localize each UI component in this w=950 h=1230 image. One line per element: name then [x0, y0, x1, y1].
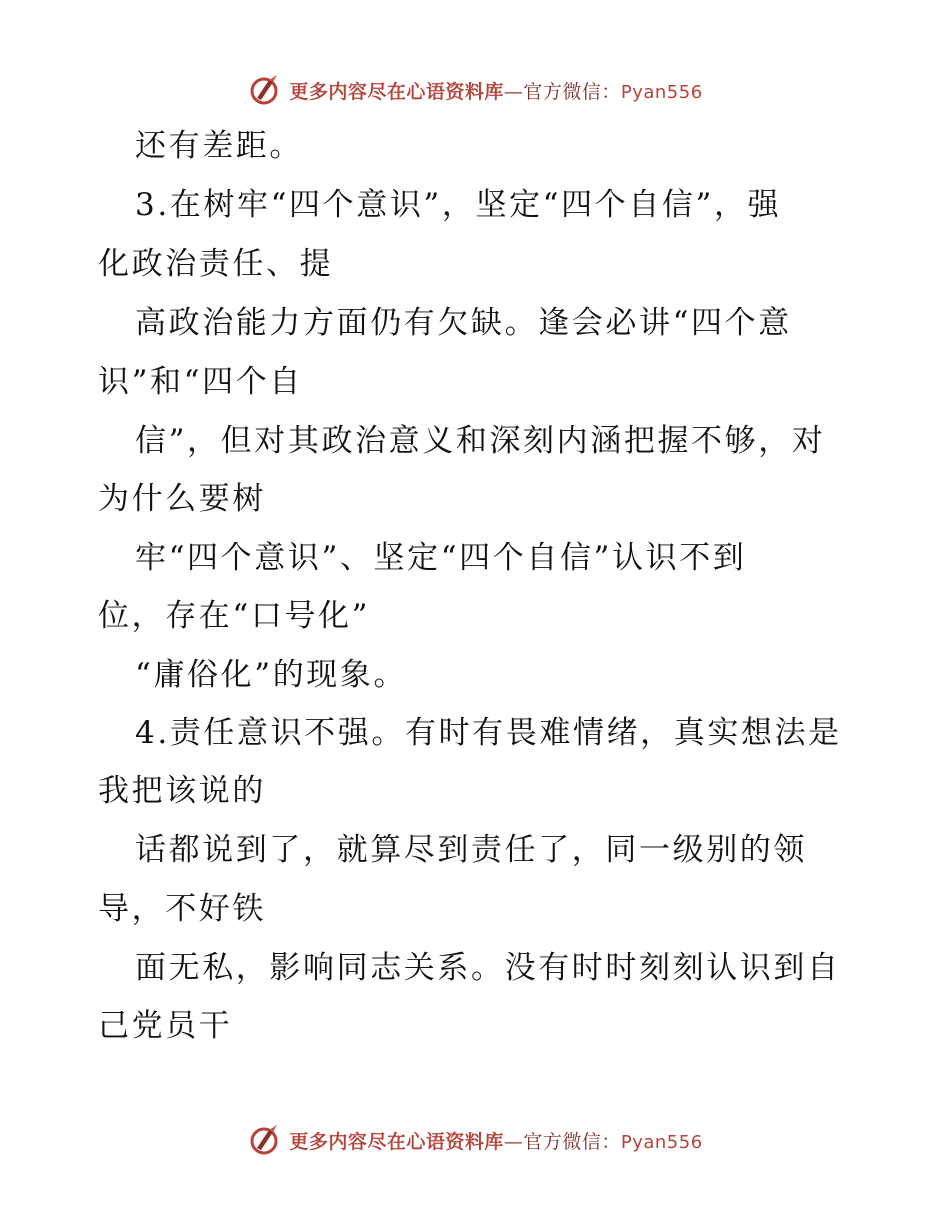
- banner-main-text: 更多内容尽在心语资料库: [289, 80, 504, 103]
- text-line: 导，不好铁: [98, 891, 266, 927]
- text-line: 面无私，影响同志关系。没有时时刻刻认识到自: [135, 950, 841, 986]
- banner-wechat-label: 官方微信：: [523, 1130, 621, 1153]
- text-line: 话都说到了，就算尽到责任了，同一级别的领: [135, 832, 807, 868]
- text-line: 己党员干: [98, 1008, 233, 1044]
- text-line: 识”和“四个自: [98, 364, 303, 400]
- text-line: 信”，但对其政治意义和深刻内涵把握不够，对: [135, 423, 826, 459]
- banner-main-text: 更多内容尽在心语资料库: [289, 1130, 504, 1153]
- quill-pen-logo-icon: [247, 1122, 283, 1158]
- text-line: 化政治责任、提: [98, 246, 334, 282]
- text-line: 牢“四个意识”、坚定“四个自信”认识不到: [135, 540, 747, 576]
- text-line: 还有差距。: [135, 128, 303, 164]
- footer-banner: [0, 1120, 950, 1160]
- text-line: “庸俗化”的现象。: [135, 657, 408, 693]
- banner-separator: —: [503, 80, 524, 103]
- text-line: 3.在树牢“四个意识”，坚定“四个自信”，强: [135, 187, 782, 223]
- banner-wechat-label: 官方微信：: [523, 80, 621, 103]
- text-line: 4.责任意识不强。有时有畏难情绪，真实想法是: [135, 715, 842, 751]
- banner-separator: —: [503, 1130, 524, 1153]
- text-line: 我把该说的: [98, 773, 266, 809]
- text-line: 位，存在“口号化”: [98, 598, 371, 634]
- text-line: 为什么要树: [98, 481, 266, 517]
- banner-text: [289, 1127, 702, 1154]
- banner-wechat-handle: Pyan556: [620, 81, 703, 103]
- banner-wechat-handle: Pyan556: [620, 1131, 703, 1153]
- text-line: 高政治能力方面仍有欠缺。逢会必讲“四个意: [135, 305, 792, 341]
